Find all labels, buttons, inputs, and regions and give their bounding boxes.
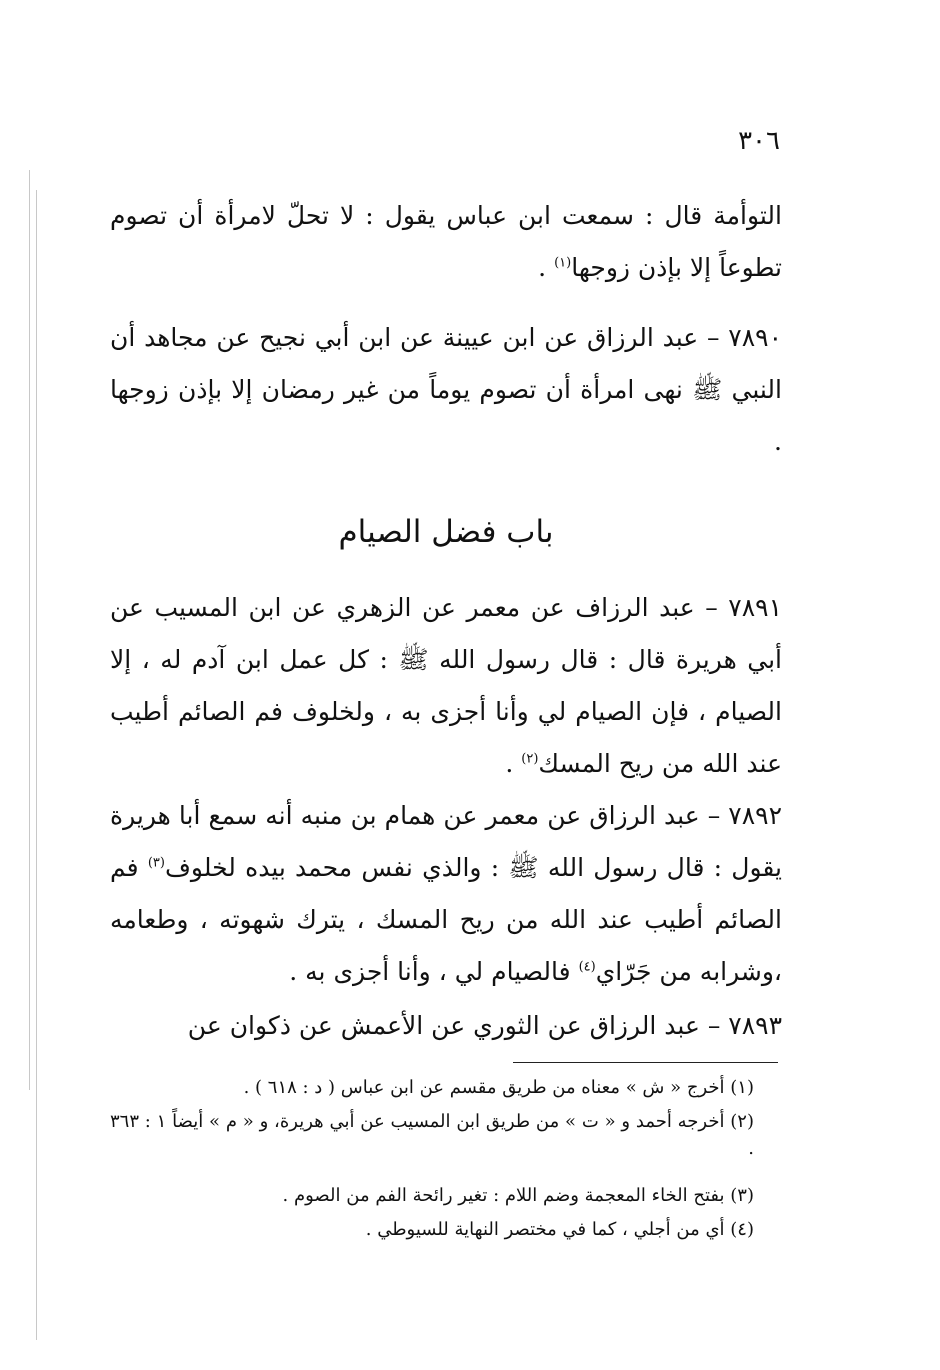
page-number: ٣٠٦ <box>738 126 780 156</box>
footnote-ref-1: (١) <box>554 255 572 271</box>
page-edge-line <box>29 170 30 1090</box>
chapter-heading: باب فضل الصيام <box>338 514 554 550</box>
footnote-separator <box>513 1062 778 1063</box>
paragraph-text: فم الصائم أطيب عند الله من ريح المسك ، يترك شهوته ، وطعامه ،وشرابه من جَرّاي <box>110 853 782 986</box>
hadith-7893: ٧٨٩٣ – عبد الرزاق عن الثوري عن الأعمش عن ذكوان عن <box>187 1011 782 1040</box>
hadith-7890: ٧٨٩٠ – عبد الرزاق عن ابن عيينة عن ابن أبي نجيح عن مجاهد أن النبي ﷺ نهى امرأة أن تصوم يوماً من غير رمضان إلا بإذن زوجها . <box>110 323 782 456</box>
paragraph-text: ٧٨٩٢ – عبد الرزاق عن معمر عن همام بن منبه أنه سمع أبا هريرة يقول : قال رسول الله ﷺ : والذي نفس محمد بيده لخلوف <box>110 801 782 882</box>
paragraph-text: . <box>538 253 555 282</box>
footnote-3: (٣) بفتح الخاء المعجمة وضم اللام : تغير رائحة الفم من الصوم . <box>282 1185 754 1206</box>
footnote-2: (٢) أخرجه أحمد و « ت » من طريق ابن المسيب عن أبي هريرة، و « م » أيضاً ١ : ٣٦٣ . <box>110 1111 754 1159</box>
footnote-ref-3: (٣) <box>147 855 165 871</box>
footnote-ref-2: (٢) <box>521 751 539 767</box>
paragraph-continuation <box>110 190 782 294</box>
paragraph-text: فالصيام لي ، وأنا أجزى به . <box>289 957 579 986</box>
paragraph-text: ٧٨٩١ – عبد الرزاف عن معمر عن الزهري عن ابن المسيب عن أبي هريرة قال : قال رسول الله ﷺ : كل عمل ابن آدم له ، إلا الصيام ، فإن الصيام لي وأنا أجزى به ، ولخلوف فم الصائم أطيب عند الله من ريح المسك <box>110 593 782 778</box>
paragraph-text: . <box>505 749 522 778</box>
footnote-4: (٤) أي من أجلي ، كما في مختصر النهاية للسيوطي . <box>365 1219 754 1240</box>
hadith-7891 <box>110 582 782 790</box>
hadith-7892 <box>110 790 782 998</box>
paragraph-text: التوأمة قال : سمعت ابن عباس يقول : لا تحلّ لامرأة أن تصوم تطوعاً إلا بإذن زوجها <box>110 201 782 282</box>
footnote-ref-4: (٤) <box>578 959 596 975</box>
footnote-1: (١) أخرج « ش » معناه من طريق مقسم عن ابن عباس ( د : ٦١٨ ) . <box>243 1077 754 1098</box>
page-edge-line <box>36 190 37 1340</box>
